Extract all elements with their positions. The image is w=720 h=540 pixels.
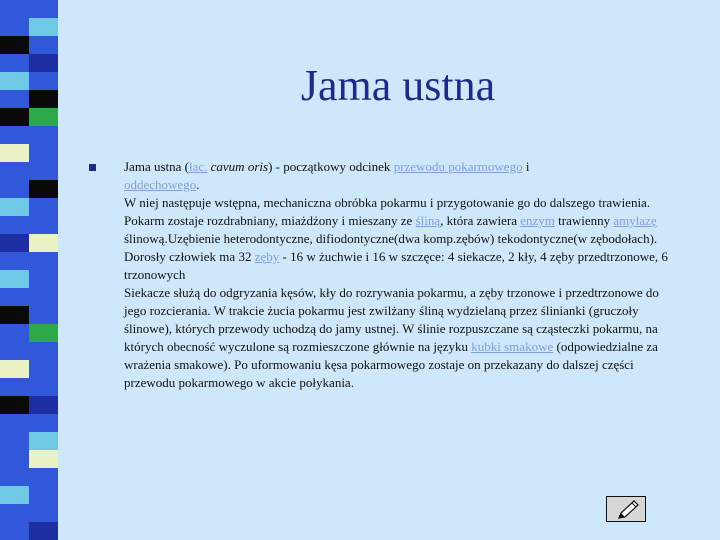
stripe-tile bbox=[0, 468, 29, 486]
stripe-tile bbox=[0, 180, 29, 198]
square-bullet-icon bbox=[89, 164, 96, 171]
stripe-tile bbox=[29, 198, 58, 216]
stripe-row bbox=[0, 360, 58, 378]
text-segment: ) - początkowy odcinek bbox=[268, 159, 394, 174]
stripe-tile bbox=[29, 450, 58, 468]
stripe-tile bbox=[0, 18, 29, 36]
stripe-tile bbox=[0, 378, 29, 396]
stripe-row bbox=[0, 522, 58, 540]
stripe-tile bbox=[0, 396, 29, 414]
stripe-tile bbox=[29, 360, 58, 378]
stripe-tile bbox=[0, 324, 29, 342]
stripe-tile bbox=[0, 198, 29, 216]
text-segment: (odpowiedzialne za wrażenia smakowe). Po uformowaniu kęsa pokarmowego zostaje on przekazany do dalszej części przewodu pokarmowego w akcie połykania. bbox=[124, 339, 658, 390]
link-lac[interactable]: łac. bbox=[188, 159, 208, 174]
stripe-tile bbox=[0, 486, 29, 504]
text-segment: - 16 w żuchwie i 16 w szczęce: 4 siekacze, 2 kły, 4 zęby przedtrzonowe, 6 trzonowych bbox=[124, 249, 668, 282]
stripe-tile bbox=[0, 0, 29, 18]
stripe-tile bbox=[0, 306, 29, 324]
stripe-row bbox=[0, 486, 58, 504]
stripe-tile bbox=[0, 144, 29, 162]
stripe-tile bbox=[29, 0, 58, 18]
stripe-row bbox=[0, 216, 58, 234]
stripe-row bbox=[0, 252, 58, 270]
stripe-tile bbox=[29, 144, 58, 162]
stripe-row bbox=[0, 180, 58, 198]
stripe-tile bbox=[29, 414, 58, 432]
stripe-tile bbox=[29, 180, 58, 198]
stripe-tile bbox=[0, 342, 29, 360]
stripe-tile bbox=[29, 396, 58, 414]
link-amylaze[interactable]: amylazę bbox=[613, 213, 657, 228]
text-segment: trawienny bbox=[554, 213, 614, 228]
stripe-row bbox=[0, 0, 58, 18]
text-segment: W niej następuje wstępna, mechaniczna obróbka pokarmu i przygotowanie go do dalszego trawienia. Pokarm zostaje rozdrabniany, miażdżony i mieszany ze bbox=[124, 195, 651, 228]
link-przewodu-pokarmowego[interactable]: przewodu pokarmowego bbox=[393, 159, 523, 174]
stripe-tile bbox=[29, 504, 58, 522]
text-segment: ślinową.Uzębienie heterodontyczne, difiodontyczne(dwa komp.zębów) tekodontyczne(w zębodołach). Dorosły człowiek ma 32 bbox=[124, 231, 658, 264]
stripe-row bbox=[0, 450, 58, 468]
stripe-row bbox=[0, 144, 58, 162]
stripe-row bbox=[0, 126, 58, 144]
stripe-tile bbox=[0, 234, 29, 252]
stripe-tile bbox=[0, 162, 29, 180]
stripe-row bbox=[0, 198, 58, 216]
stripe-row bbox=[0, 342, 58, 360]
stripe-row bbox=[0, 324, 58, 342]
stripe-tile bbox=[29, 324, 58, 342]
paragraph-definition bbox=[124, 158, 684, 194]
stripe-row bbox=[0, 162, 58, 180]
stripe-tile bbox=[0, 36, 29, 54]
pencil-icon bbox=[607, 497, 647, 523]
stripe-tile bbox=[29, 378, 58, 396]
stripe-row bbox=[0, 468, 58, 486]
link-oddechowego[interactable]: oddechowego bbox=[124, 177, 197, 192]
stripe-tile bbox=[29, 270, 58, 288]
stripe-tile bbox=[0, 360, 29, 378]
stripe-tile bbox=[29, 162, 58, 180]
stripe-tile bbox=[0, 432, 29, 450]
text-segment: i bbox=[522, 159, 530, 174]
link-slina[interactable]: śliną bbox=[415, 213, 441, 228]
paragraph-teeth bbox=[124, 284, 684, 392]
stripe-tile bbox=[29, 18, 58, 36]
text-segment: , która zawiera bbox=[440, 213, 521, 228]
stripe-tile bbox=[29, 126, 58, 144]
stripe-row bbox=[0, 504, 58, 522]
stripe-row bbox=[0, 414, 58, 432]
stripe-row bbox=[0, 270, 58, 288]
stripe-row bbox=[0, 378, 58, 396]
stripe-row bbox=[0, 306, 58, 324]
stripe-tile bbox=[0, 126, 29, 144]
stripe-tile bbox=[29, 468, 58, 486]
stripe-tile bbox=[29, 342, 58, 360]
pencil-action-button[interactable] bbox=[606, 496, 646, 522]
latin-term: cavum oris bbox=[210, 159, 269, 174]
stripe-tile bbox=[0, 450, 29, 468]
stripe-row bbox=[0, 18, 58, 36]
stripe-tile bbox=[0, 288, 29, 306]
text-segment: Siekacze służą do odgryzania kęsów, kły do rozrywania pokarmu, a zęby trzonowe i przedtrzonowe do jego rozcierania. W trakcie żucia pokarmu jest zwilżany śliną wydzielaną przez ślinianki (gruczoły ślinowe), których przewody uchodzą do jamy ustnej. W ślinie rozpuszczane są cząsteczki pokarmu, na których obecność wyczulone są rozmieszczone głównie na języku bbox=[124, 285, 659, 354]
stripe-row bbox=[0, 234, 58, 252]
text-segment: . bbox=[196, 177, 200, 192]
stripe-tile bbox=[29, 216, 58, 234]
stripe-tile bbox=[29, 252, 58, 270]
stripe-row bbox=[0, 36, 58, 54]
text-segment: Jama ustna ( bbox=[124, 159, 189, 174]
stripe-tile bbox=[29, 522, 58, 540]
paragraph-digestion bbox=[124, 194, 684, 284]
stripe-tile bbox=[29, 36, 58, 54]
stripe-tile bbox=[0, 216, 29, 234]
stripe-tile bbox=[29, 288, 58, 306]
slide-title: Jama ustna bbox=[300, 61, 496, 110]
stripe-tile bbox=[29, 486, 58, 504]
stripe-tile bbox=[29, 234, 58, 252]
link-kubki-smakowe[interactable]: kubki smakowe bbox=[471, 339, 554, 354]
stripe-tile bbox=[29, 306, 58, 324]
stripe-row bbox=[0, 396, 58, 414]
stripe-tile bbox=[0, 414, 29, 432]
stripe-tile bbox=[0, 504, 29, 522]
stripe-tile bbox=[0, 252, 29, 270]
stripe-row bbox=[0, 288, 58, 306]
stripe-tile bbox=[0, 270, 29, 288]
slide-body bbox=[124, 158, 684, 392]
stripe-row bbox=[0, 432, 58, 450]
link-enzym[interactable]: enzym bbox=[520, 213, 555, 228]
stripe-tile bbox=[29, 432, 58, 450]
link-zeby[interactable]: zęby bbox=[254, 249, 280, 264]
stripe-tile bbox=[0, 522, 29, 540]
